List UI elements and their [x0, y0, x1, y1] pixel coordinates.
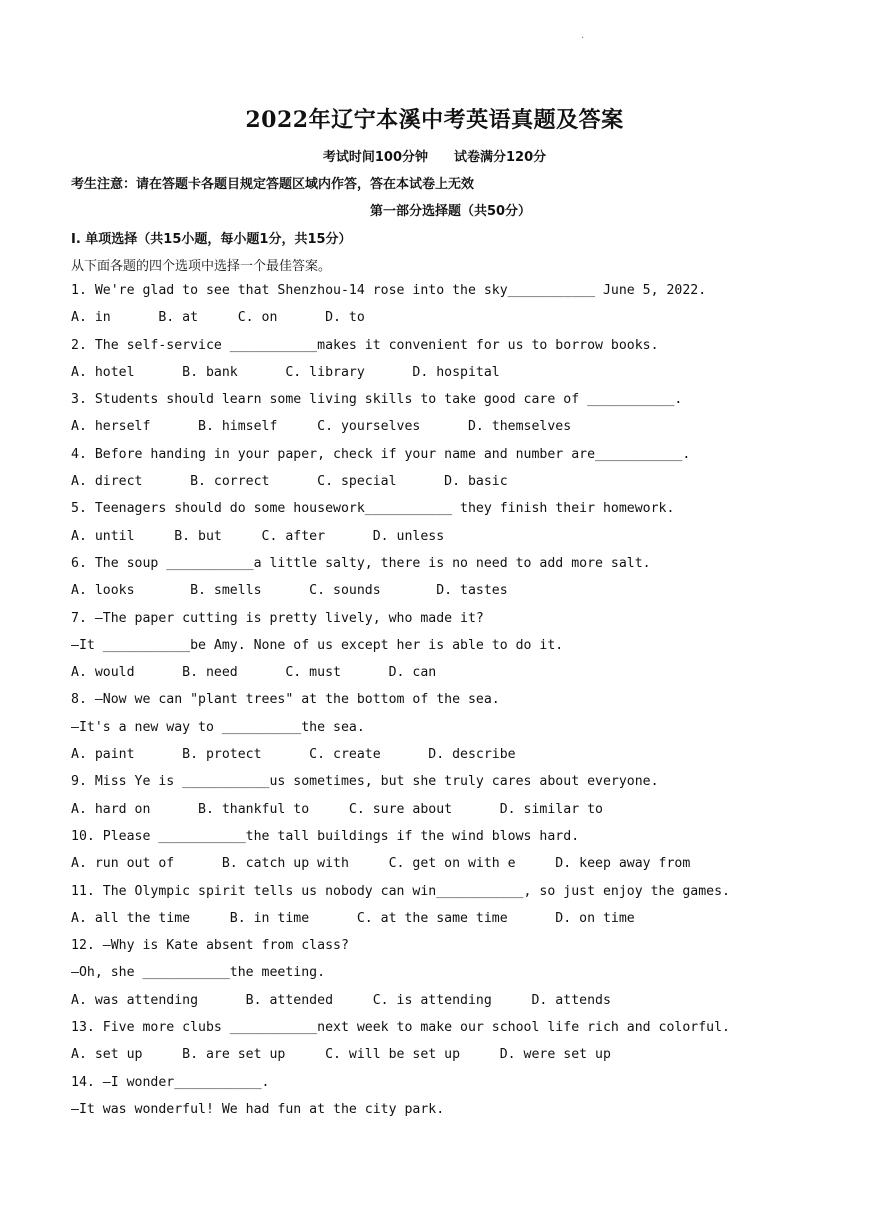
section-title: I. 单项选择（共15小题，每小题1分，共15分）	[71, 232, 352, 247]
dialogue-line: —It's a new way to __________the sea.	[71, 719, 365, 735]
answer-options: A. looks B. smells C. sounds D. tastes	[71, 583, 508, 599]
question-text: 1. We're glad to see that Shenzhou-14 rose into the sky___________ June 5, 2022.	[71, 283, 707, 298]
question-text: 4. Before handing in your paper, check if your name and number are___________.	[71, 446, 691, 462]
answer-options: A. set up B. are set up C. will be set up D. were set up	[71, 1047, 611, 1063]
answer-options: A. run out of B. catch up with C. get on with e D. keep away from	[71, 856, 691, 872]
question-text: 14. —I wonder___________.	[71, 1074, 270, 1090]
answer-options: A. would B. need C. must D. can	[71, 665, 437, 681]
exam-time: 考试时间100分钟	[322, 150, 428, 165]
question-text: 7. —The paper cutting is pretty lively, who made it?	[71, 610, 484, 626]
answer-options: A. until B. but C. after D. unless	[71, 528, 445, 544]
question-text: 5. Teenagers should do some housework___________ they finish their homework.	[71, 501, 675, 517]
question-list	[71, 281, 730, 1127]
question-text: 3. Students should learn some living skills to take good care of ___________.	[71, 392, 683, 408]
answer-options: A. hard on B. thankful to C. sure about D. similar to	[71, 801, 603, 817]
answer-options: A. all the time B. in time C. at the same time D. on time	[71, 910, 635, 926]
question-text: 12. —Why is Kate absent from class?	[71, 938, 349, 954]
question-text: 8. —Now we can "plant trees" at the bottom of the sea.	[71, 692, 500, 708]
answer-options: A. herself B. himself C. yourselves D. themselves	[71, 419, 572, 435]
part-title: 第一部分选择题（共50分）	[369, 204, 532, 219]
section-instruction: 从下面各题的四个选项中选择一个最佳答案。	[71, 259, 332, 274]
exam-notice: 考生注意：请在答题卡各题目规定答题区域内作答，答在本试卷上无效	[71, 177, 475, 192]
header-mark: ·	[581, 33, 585, 44]
dialogue-line: —Oh, she ___________the meeting.	[71, 965, 326, 981]
question-text: 10. Please ___________the tall buildings if the wind blows hard.	[71, 828, 580, 844]
answer-options: A. was attending B. attended C. is attending D. attends	[71, 992, 611, 1008]
question-text: 13. Five more clubs ___________next week to make our school life rich and colorful.	[71, 1020, 730, 1036]
question-text: 11. The Olympic spirit tells us nobody can win___________, so just enjoy the games.	[71, 883, 730, 899]
exam-score: 试卷满分120分	[454, 150, 547, 165]
question-text: 2. The self-service ___________makes it convenient for us to borrow books.	[71, 337, 659, 353]
answer-options: A. in B. at C. on D. to	[71, 310, 365, 326]
question-text: 9. Miss Ye is ___________us sometimes, but she truly cares about everyone.	[71, 774, 659, 790]
dialogue-line: —It ___________be Amy. None of us except her is able to do it.	[71, 637, 564, 653]
answer-options: A. hotel B. bank C. library D. hospital	[71, 364, 500, 380]
dialogue-line: —It was wonderful! We had fun at the city park.	[71, 1101, 445, 1117]
exam-info	[0, 146, 869, 165]
question-text: 6. The soup ___________a little salty, there is no need to add more salt.	[71, 555, 651, 571]
answer-options: A. paint B. protect C. create D. describe	[71, 747, 516, 763]
answer-options: A. direct B. correct C. special D. basic	[71, 474, 508, 490]
page-title: 2022年辽宁本溪中考英语真题及答案	[245, 107, 624, 133]
